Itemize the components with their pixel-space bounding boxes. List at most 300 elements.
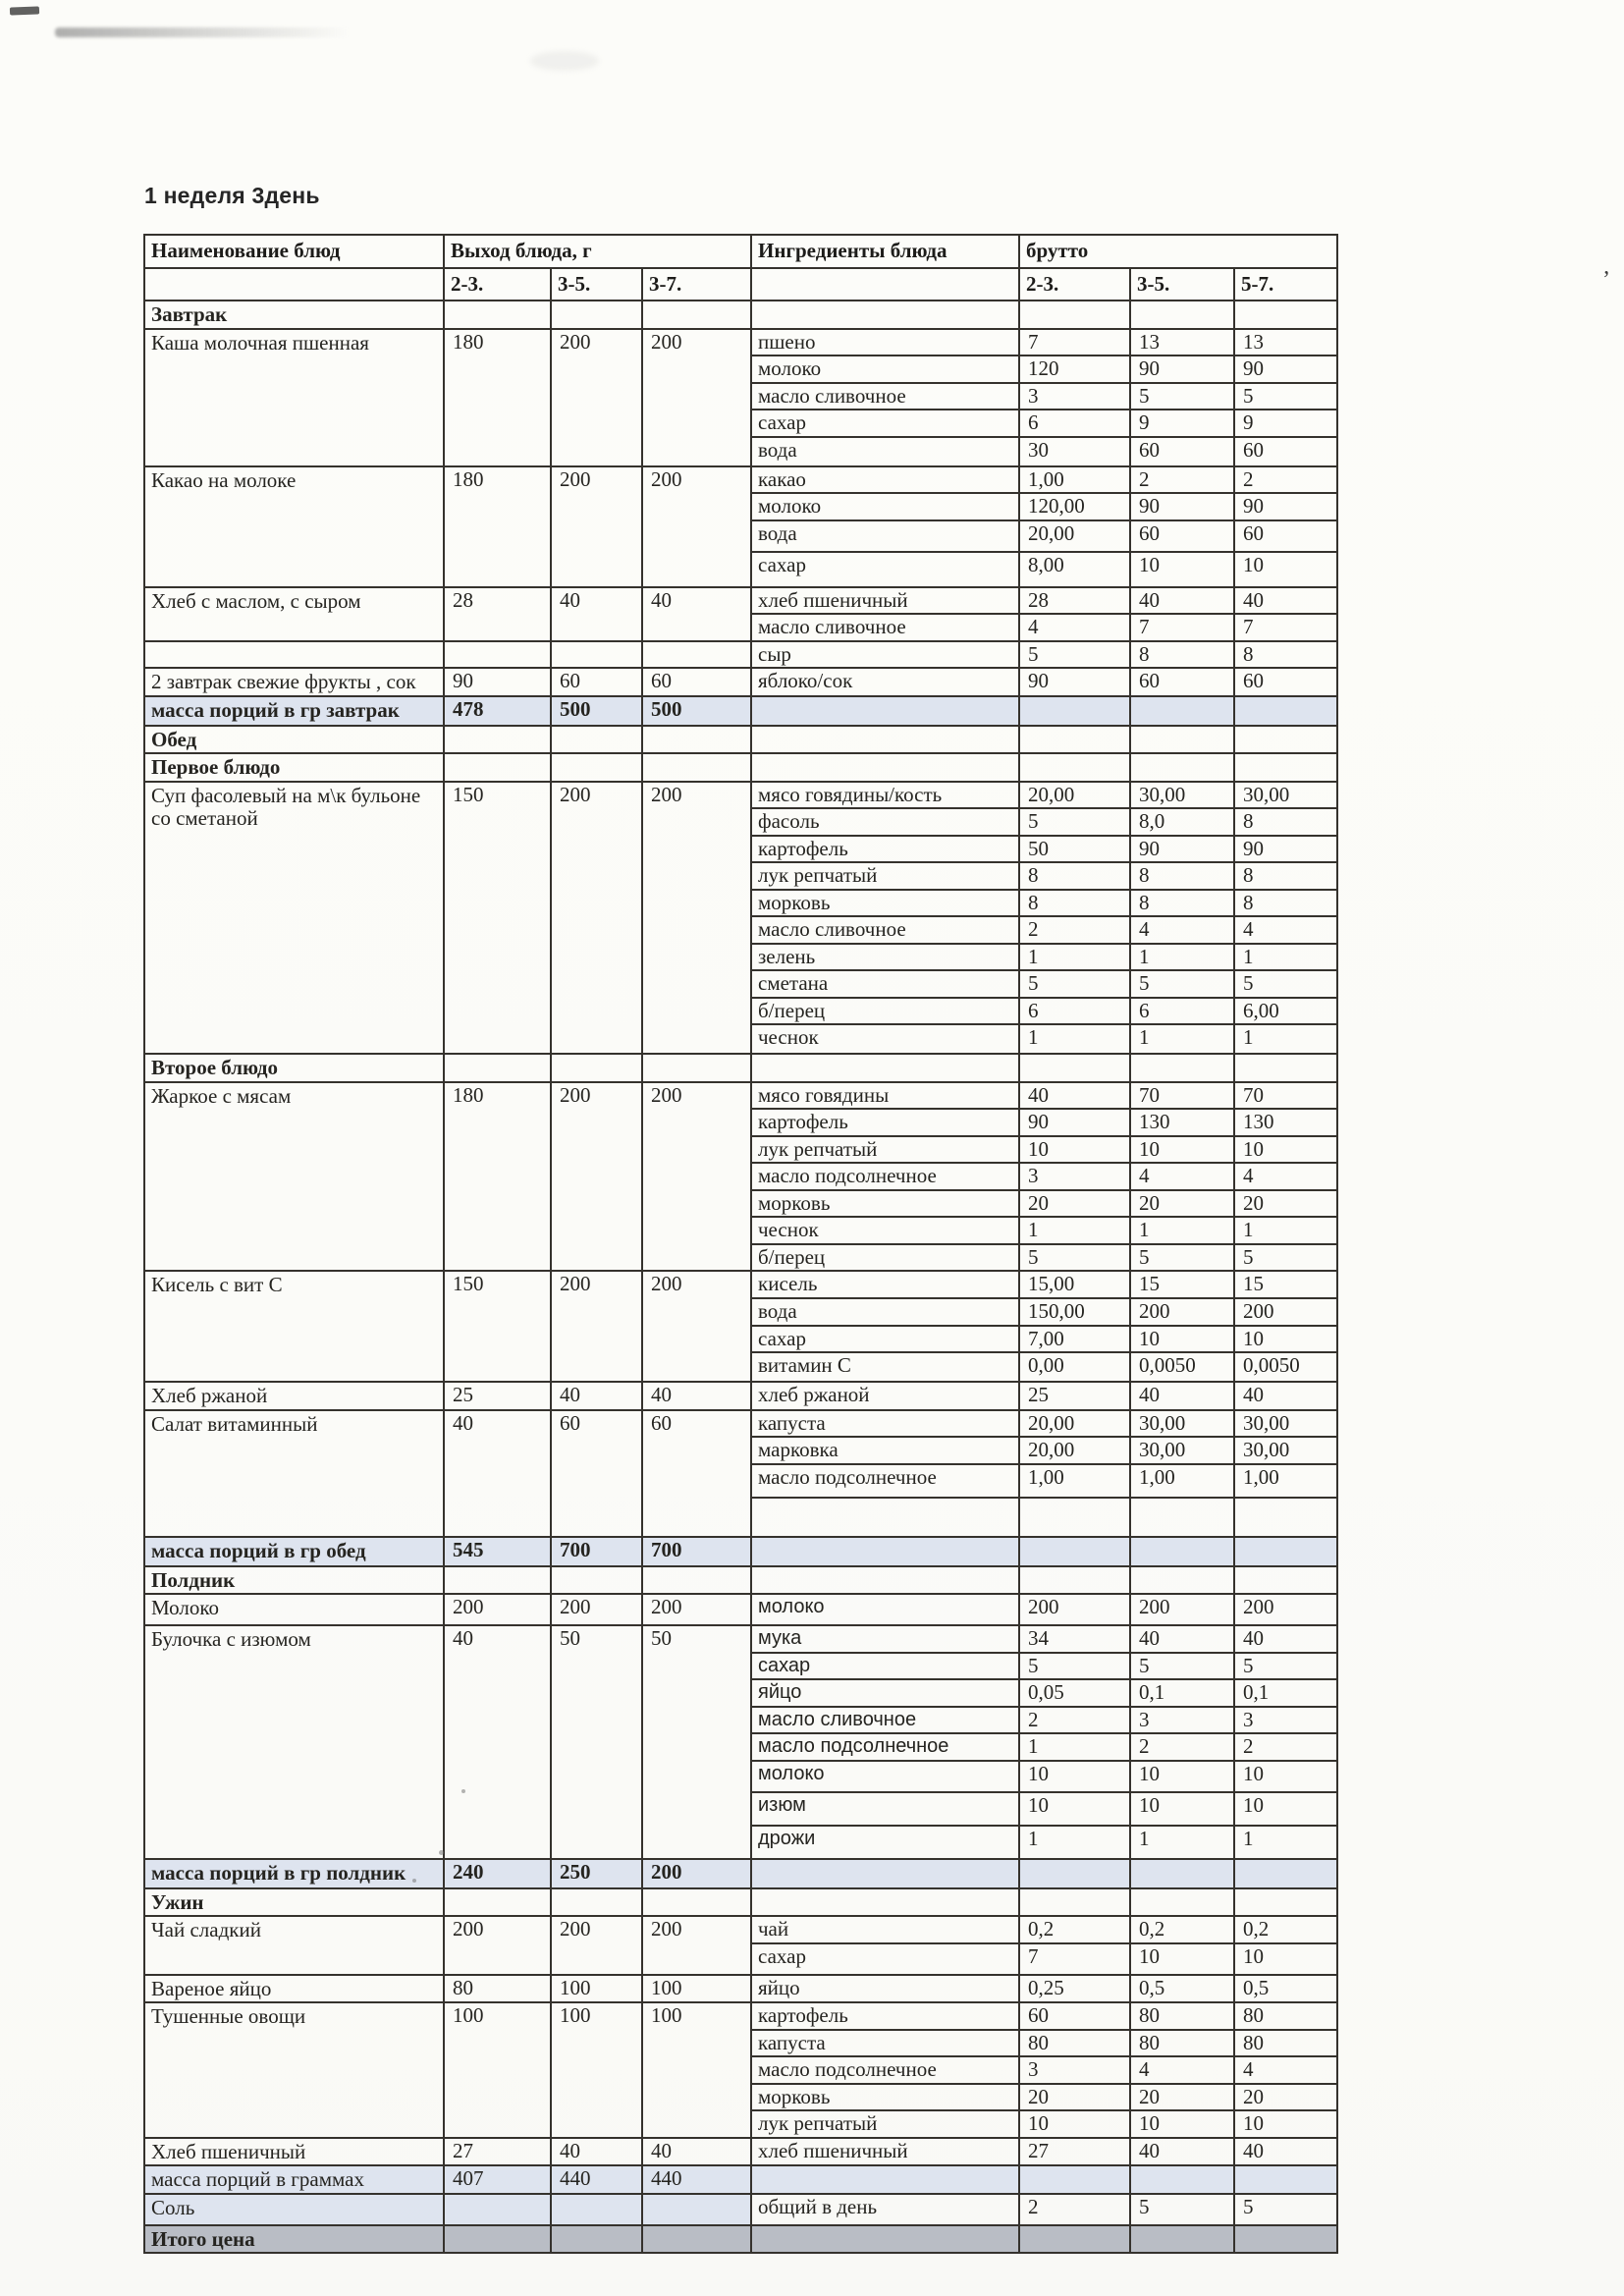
brutto-cell: 1 xyxy=(1130,1826,1234,1859)
brutto-cell: 10 xyxy=(1130,1326,1234,1353)
brutto-cell xyxy=(1019,1888,1130,1917)
dish-row xyxy=(144,1594,1337,1625)
brutto-cell xyxy=(1234,2225,1337,2254)
output-cell: 80 xyxy=(444,1975,551,2003)
brutto-cell: 3 xyxy=(1130,1707,1234,1734)
output-cell: 40 xyxy=(444,1410,551,1537)
summary-row xyxy=(144,1859,1337,1888)
col-subheader-output-2-3: 2-3. xyxy=(444,268,551,301)
dish-name-cell: Хлеб пшеничный xyxy=(144,2138,444,2166)
summary-row xyxy=(144,1537,1337,1566)
brutto-cell: 4 xyxy=(1130,1163,1234,1190)
brutto-cell: 40 xyxy=(1234,2138,1337,2166)
output-cell xyxy=(444,1054,551,1082)
brutto-cell: 20 xyxy=(1019,2084,1130,2111)
ingredient-cell: хлеб пшеничный xyxy=(751,2138,1019,2166)
brutto-cell xyxy=(1019,2225,1130,2254)
brutto-cell xyxy=(1019,1498,1130,1537)
brutto-cell: 4 xyxy=(1130,916,1234,944)
output-cell xyxy=(642,753,751,782)
brutto-cell: 3 xyxy=(1019,1163,1130,1190)
brutto-cell: 80 xyxy=(1234,2002,1337,2030)
output-cell: 40 xyxy=(551,2138,642,2166)
brutto-cell: 4 xyxy=(1234,2056,1337,2084)
brutto-cell: 0,2 xyxy=(1234,1916,1337,1943)
dish-row xyxy=(144,1271,1337,1298)
brutto-cell xyxy=(1234,1859,1337,1888)
section-row xyxy=(144,753,1337,782)
brutto-cell: 90 xyxy=(1130,836,1234,863)
brutto-cell: 30,00 xyxy=(1234,1437,1337,1464)
brutto-cell: 5 xyxy=(1019,970,1130,998)
section-row xyxy=(144,1888,1337,1917)
scan-speck xyxy=(412,1879,416,1883)
brutto-cell: 20 xyxy=(1019,1190,1130,1218)
brutto-cell: 1 xyxy=(1234,1826,1337,1859)
ingredient-cell: какао xyxy=(751,466,1019,494)
brutto-cell: 7 xyxy=(1019,329,1130,356)
brutto-cell: 6 xyxy=(1130,998,1234,1025)
ingredient-cell: мясо говядины xyxy=(751,1082,1019,1110)
output-cell: 60 xyxy=(551,1410,642,1537)
output-cell: 60 xyxy=(642,1410,751,1537)
ingredient-cell xyxy=(751,301,1019,329)
ingredient-cell: масло подсолнечное xyxy=(751,1464,1019,1498)
brutto-cell: 5 xyxy=(1234,383,1337,410)
brutto-cell: 0,05 xyxy=(1019,1679,1130,1707)
ingredient-cell: мясо говядины/кость xyxy=(751,782,1019,809)
output-cell: 200 xyxy=(642,1271,751,1382)
brutto-cell: 13 xyxy=(1130,329,1234,356)
output-cell: 27 xyxy=(444,2138,551,2166)
brutto-cell: 10 xyxy=(1130,2110,1234,2138)
ingredient-cell: б/перец xyxy=(751,1244,1019,1272)
output-cell: 440 xyxy=(642,2165,751,2194)
scan-corner-mark xyxy=(10,6,39,15)
ingredient-cell xyxy=(751,696,1019,726)
col-header-output: Выход блюда, г xyxy=(444,235,751,268)
ingredient-cell: фасоль xyxy=(751,808,1019,836)
ingredient-cell xyxy=(751,1566,1019,1595)
output-cell: 100 xyxy=(642,1975,751,2003)
brutto-cell: 130 xyxy=(1130,1109,1234,1136)
brutto-cell xyxy=(1234,2165,1337,2194)
brutto-cell: 5 xyxy=(1130,1244,1234,1272)
summary-row xyxy=(144,696,1337,726)
brutto-cell: 30,00 xyxy=(1234,782,1337,809)
brutto-cell: 20 xyxy=(1234,2084,1337,2111)
output-cell: 200 xyxy=(551,1916,642,1975)
section-row xyxy=(144,1566,1337,1595)
dish-row xyxy=(144,2002,1337,2030)
section-row xyxy=(144,301,1337,329)
brutto-cell xyxy=(1130,1859,1234,1888)
output-cell: 200 xyxy=(551,1271,642,1382)
brutto-cell: 200 xyxy=(1234,1594,1337,1625)
summary-label: масса порций в гр обед xyxy=(144,1537,444,1566)
brutto-cell: 60 xyxy=(1130,668,1234,696)
brutto-cell: 7,00 xyxy=(1019,1326,1130,1353)
brutto-cell xyxy=(1234,726,1337,754)
brutto-cell: 10 xyxy=(1130,1792,1234,1826)
ingredient-cell: изюм xyxy=(751,1792,1019,1826)
dish-name-cell: Вареное яйцо xyxy=(144,1975,444,2003)
section-label: Обед xyxy=(144,726,444,754)
brutto-cell xyxy=(1130,1054,1234,1082)
summary-label: масса порций в граммах xyxy=(144,2165,444,2194)
ingredient-cell: чай xyxy=(751,1916,1019,1943)
dish-name-cell: Какао на молоке xyxy=(144,466,444,587)
brutto-cell: 1,00 xyxy=(1234,1464,1337,1498)
output-cell xyxy=(642,641,751,669)
brutto-cell: 10 xyxy=(1234,552,1337,587)
brutto-cell: 8,00 xyxy=(1019,552,1130,587)
dish-name-cell: Каша молочная пшенная xyxy=(144,329,444,466)
brutto-cell: 60 xyxy=(1130,520,1234,552)
dish-row xyxy=(144,782,1337,809)
brutto-cell xyxy=(1234,753,1337,782)
output-cell: 180 xyxy=(444,466,551,587)
output-cell: 200 xyxy=(551,466,642,587)
output-cell: 200 xyxy=(642,1916,751,1975)
ingredient-cell: лук репчатый xyxy=(751,2110,1019,2138)
ingredient-cell xyxy=(751,726,1019,754)
brutto-cell: 40 xyxy=(1130,587,1234,615)
brutto-cell: 0,00 xyxy=(1019,1352,1130,1382)
scan-blur-artifact xyxy=(530,51,599,71)
brutto-cell xyxy=(1019,1859,1130,1888)
output-cell: 545 xyxy=(444,1537,551,1566)
brutto-cell: 8 xyxy=(1234,808,1337,836)
brutto-cell: 90 xyxy=(1234,836,1337,863)
ingredient-cell: масло подсолнечное xyxy=(751,2056,1019,2084)
menu-table-body xyxy=(144,301,1337,2253)
brutto-cell: 10 xyxy=(1019,1792,1130,1826)
output-cell: 180 xyxy=(444,329,551,466)
brutto-cell: 3 xyxy=(1234,1707,1337,1734)
brutto-cell: 60 xyxy=(1234,437,1337,466)
header-row-groups xyxy=(144,235,1337,268)
output-cell: 500 xyxy=(642,696,751,726)
output-cell: 180 xyxy=(444,1082,551,1272)
header-row-ages xyxy=(144,268,1337,301)
brutto-cell: 40 xyxy=(1019,1082,1130,1110)
brutto-cell: 70 xyxy=(1234,1082,1337,1110)
ingredient-cell xyxy=(751,1054,1019,1082)
brutto-cell: 0,2 xyxy=(1130,1916,1234,1943)
dish-name-cell: Салат витаминный xyxy=(144,1410,444,1537)
dish-name-cell: Булочка с изюмом xyxy=(144,1625,444,1859)
brutto-cell: 60 xyxy=(1130,437,1234,466)
ingredient-cell: молоко xyxy=(751,1761,1019,1792)
brutto-cell: 90 xyxy=(1130,493,1234,520)
output-cell: 500 xyxy=(551,696,642,726)
brutto-cell: 20,00 xyxy=(1019,782,1130,809)
ingredient-cell: кисель xyxy=(751,1271,1019,1298)
output-cell xyxy=(551,301,642,329)
brutto-cell: 1 xyxy=(1019,1217,1130,1244)
dish-name-cell: Хлеб ржаной xyxy=(144,1382,444,1410)
col-header-dish-name: Наименование блюд xyxy=(144,235,444,268)
output-cell xyxy=(551,1054,642,1082)
brutto-cell: 9 xyxy=(1234,410,1337,437)
brutto-cell: 8 xyxy=(1130,862,1234,890)
brutto-cell: 30,00 xyxy=(1130,782,1234,809)
brutto-cell: 5 xyxy=(1234,970,1337,998)
brutto-cell: 40 xyxy=(1234,587,1337,615)
brutto-cell xyxy=(1019,753,1130,782)
ingredient-cell: общий в день xyxy=(751,2194,1019,2225)
brutto-cell xyxy=(1019,1537,1130,1566)
brutto-cell: 25 xyxy=(1019,1382,1130,1410)
ingredient-cell: хлеб ржаной xyxy=(751,1382,1019,1410)
col-header-brutto: брутто xyxy=(1019,235,1337,268)
brutto-cell: 80 xyxy=(1019,2030,1130,2057)
output-cell: 700 xyxy=(551,1537,642,1566)
brutto-cell xyxy=(1130,1498,1234,1537)
brutto-cell: 15 xyxy=(1234,1271,1337,1298)
output-cell: 60 xyxy=(642,668,751,696)
output-cell: 200 xyxy=(642,1082,751,1272)
section-label: Завтрак xyxy=(144,301,444,329)
brutto-cell: 1 xyxy=(1234,1217,1337,1244)
brutto-cell: 20,00 xyxy=(1019,1437,1130,1464)
brutto-cell: 2 xyxy=(1234,1733,1337,1761)
ingredient-cell: масло сливочное xyxy=(751,1707,1019,1734)
ingredient-cell: капуста xyxy=(751,1410,1019,1438)
brutto-cell: 1 xyxy=(1019,1024,1130,1054)
brutto-cell xyxy=(1019,726,1130,754)
output-cell xyxy=(444,2194,551,2225)
dish-row xyxy=(144,1410,1337,1438)
ingredient-cell: вода xyxy=(751,437,1019,466)
brutto-cell: 1 xyxy=(1130,1217,1234,1244)
brutto-cell: 8,0 xyxy=(1130,808,1234,836)
ingredient-cell: зелень xyxy=(751,944,1019,971)
brutto-cell: 10 xyxy=(1130,1943,1234,1975)
brutto-cell: 3 xyxy=(1019,2056,1130,2084)
output-cell: 40 xyxy=(642,1382,751,1410)
brutto-cell xyxy=(1019,2165,1130,2194)
brutto-cell: 6 xyxy=(1019,410,1130,437)
brutto-cell xyxy=(1019,1054,1130,1082)
brutto-cell: 15 xyxy=(1130,1271,1234,1298)
brutto-cell: 5 xyxy=(1019,641,1130,669)
dish-name-cell: Тушенные овощи xyxy=(144,2002,444,2138)
brutto-cell xyxy=(1130,1566,1234,1595)
brutto-cell: 8 xyxy=(1019,890,1130,917)
brutto-cell: 90 xyxy=(1234,493,1337,520)
brutto-cell: 20,00 xyxy=(1019,1410,1130,1438)
brutto-cell: 30,00 xyxy=(1130,1437,1234,1464)
brutto-cell: 7 xyxy=(1019,1943,1130,1975)
scan-smudge-artifact xyxy=(55,27,350,37)
brutto-cell: 1 xyxy=(1019,1733,1130,1761)
brutto-cell: 0,5 xyxy=(1234,1975,1337,2003)
brutto-cell: 60 xyxy=(1234,668,1337,696)
brutto-cell: 40 xyxy=(1234,1625,1337,1653)
brutto-cell: 0,0050 xyxy=(1130,1352,1234,1382)
brutto-cell: 10 xyxy=(1019,1136,1130,1164)
output-cell: 50 xyxy=(642,1625,751,1859)
output-cell: 100 xyxy=(444,2002,551,2138)
ingredient-cell xyxy=(751,2165,1019,2194)
output-cell xyxy=(551,2225,642,2254)
brutto-cell: 0,1 xyxy=(1130,1679,1234,1707)
output-cell: 40 xyxy=(551,1382,642,1410)
dish-name-cell: Жаркое с мясам xyxy=(144,1082,444,1272)
brutto-cell: 27 xyxy=(1019,2138,1130,2166)
ingredient-cell: сахар xyxy=(751,410,1019,437)
dish-row xyxy=(144,1916,1337,1943)
brutto-cell: 10 xyxy=(1234,1326,1337,1353)
brutto-cell xyxy=(1130,2225,1234,2254)
brutto-cell: 5 xyxy=(1019,1244,1130,1272)
output-cell: 200 xyxy=(444,1916,551,1975)
brutto-cell xyxy=(1234,1498,1337,1537)
brutto-cell: 30 xyxy=(1019,437,1130,466)
dish-row xyxy=(144,1082,1337,1110)
brutto-cell: 4 xyxy=(1234,916,1337,944)
brutto-cell: 20,00 xyxy=(1019,520,1130,552)
brutto-cell: 0,5 xyxy=(1130,1975,1234,2003)
dish-name-cell: Кисель с вит С xyxy=(144,1271,444,1382)
brutto-cell: 40 xyxy=(1130,1382,1234,1410)
ingredient-cell: морковь xyxy=(751,2084,1019,2111)
ingredient-cell: яблоко/сок xyxy=(751,668,1019,696)
brutto-cell: 200 xyxy=(1019,1594,1130,1625)
dish-row xyxy=(144,668,1337,696)
brutto-cell: 120 xyxy=(1019,355,1130,383)
ingredient-cell: картофель xyxy=(751,2002,1019,2030)
output-cell: 90 xyxy=(444,668,551,696)
dish-row xyxy=(144,466,1337,494)
brutto-cell: 90 xyxy=(1130,355,1234,383)
brutto-cell: 90 xyxy=(1019,1109,1130,1136)
brutto-cell xyxy=(1130,696,1234,726)
brutto-cell: 1,00 xyxy=(1019,1464,1130,1498)
ingredient-cell: масло подсолнечное xyxy=(751,1733,1019,1761)
output-cell: 60 xyxy=(551,668,642,696)
output-cell xyxy=(642,2194,751,2225)
ingredient-cell: лук репчатый xyxy=(751,1136,1019,1164)
brutto-cell: 2 xyxy=(1019,1707,1130,1734)
brutto-cell: 8 xyxy=(1234,862,1337,890)
scan-speck xyxy=(461,1789,465,1793)
ingredient-cell: сахар xyxy=(751,1326,1019,1353)
brutto-cell xyxy=(1130,1888,1234,1917)
brutto-cell: 8 xyxy=(1130,641,1234,669)
output-cell xyxy=(551,726,642,754)
dish-row xyxy=(144,1625,1337,1653)
ingredient-cell: сыр xyxy=(751,641,1019,669)
ingredient-cell: хлеб пшеничный xyxy=(751,587,1019,615)
ingredient-cell: мука xyxy=(751,1625,1019,1653)
brutto-cell: 90 xyxy=(1234,355,1337,383)
brutto-cell: 150,00 xyxy=(1019,1298,1130,1326)
summary-label: масса порций в гр завтрак xyxy=(144,696,444,726)
brutto-cell xyxy=(1234,1537,1337,1566)
brutto-cell: 5 xyxy=(1234,1244,1337,1272)
page-title: 1 неделя 3день xyxy=(144,183,320,208)
ingredient-cell: чеснок xyxy=(751,1024,1019,1054)
ingredient-cell: капуста xyxy=(751,2030,1019,2057)
output-cell: 40 xyxy=(642,587,751,641)
output-cell: 200 xyxy=(551,1594,642,1625)
brutto-cell: 10 xyxy=(1234,2110,1337,2138)
brutto-cell: 13 xyxy=(1234,329,1337,356)
brutto-cell: 5 xyxy=(1130,2194,1234,2225)
output-cell: 200 xyxy=(642,1859,751,1888)
ingredient-cell: пшено xyxy=(751,329,1019,356)
ingredient-cell xyxy=(751,1498,1019,1537)
brutto-cell: 4 xyxy=(1019,614,1130,641)
brutto-cell: 200 xyxy=(1130,1594,1234,1625)
scan-speck xyxy=(439,1850,444,1855)
brutto-cell: 40 xyxy=(1234,1382,1337,1410)
ingredient-cell: лук репчатый xyxy=(751,862,1019,890)
ingredient-cell xyxy=(751,2225,1019,2254)
brutto-cell: 2 xyxy=(1130,1733,1234,1761)
brutto-cell: 5 xyxy=(1130,970,1234,998)
brutto-cell: 7 xyxy=(1234,614,1337,641)
brutto-cell: 90 xyxy=(1019,668,1130,696)
output-cell xyxy=(642,726,751,754)
col-subheader-brutto-2-3: 2-3. xyxy=(1019,268,1130,301)
output-cell: 200 xyxy=(551,782,642,1055)
brutto-cell: 15,00 xyxy=(1019,1271,1130,1298)
ingredient-cell: сахар xyxy=(751,1943,1019,1975)
brutto-cell xyxy=(1019,696,1130,726)
ingredient-cell: масло сливочное xyxy=(751,383,1019,410)
output-cell xyxy=(551,753,642,782)
brutto-cell: 10 xyxy=(1130,552,1234,587)
brutto-cell xyxy=(1019,1566,1130,1595)
brutto-cell: 4 xyxy=(1130,2056,1234,2084)
output-cell: 440 xyxy=(551,2165,642,2194)
output-cell: 200 xyxy=(551,1082,642,1272)
brutto-cell: 5 xyxy=(1130,383,1234,410)
output-cell: 100 xyxy=(551,1975,642,2003)
brutto-cell: 1 xyxy=(1019,944,1130,971)
total-label: Итого цена xyxy=(144,2225,444,2254)
brutto-cell: 5 xyxy=(1234,1653,1337,1680)
output-cell: 25 xyxy=(444,1382,551,1410)
brutto-cell: 70 xyxy=(1130,1082,1234,1110)
output-cell: 40 xyxy=(444,1625,551,1859)
brutto-cell xyxy=(1130,726,1234,754)
brutto-cell: 120,00 xyxy=(1019,493,1130,520)
section-label: Ужин xyxy=(144,1888,444,1917)
total-row xyxy=(144,2225,1337,2254)
brutto-cell: 3 xyxy=(1019,383,1130,410)
output-cell: 100 xyxy=(551,2002,642,2138)
brutto-cell: 10 xyxy=(1234,1136,1337,1164)
brutto-cell: 130 xyxy=(1234,1109,1337,1136)
ingredient-cell: картофель xyxy=(751,836,1019,863)
ingredient-cell: масло сливочное xyxy=(751,916,1019,944)
brutto-cell: 20 xyxy=(1130,1190,1234,1218)
output-cell xyxy=(444,641,551,669)
brutto-cell: 10 xyxy=(1130,1136,1234,1164)
ingredient-cell: б/перец xyxy=(751,998,1019,1025)
output-cell xyxy=(444,301,551,329)
brutto-cell: 2 xyxy=(1234,466,1337,494)
col-header-ingredients: Ингредиенты блюда xyxy=(751,235,1019,268)
brutto-cell: 30,00 xyxy=(1234,1410,1337,1438)
brutto-cell: 6 xyxy=(1019,998,1130,1025)
brutto-cell: 0,1 xyxy=(1234,1679,1337,1707)
